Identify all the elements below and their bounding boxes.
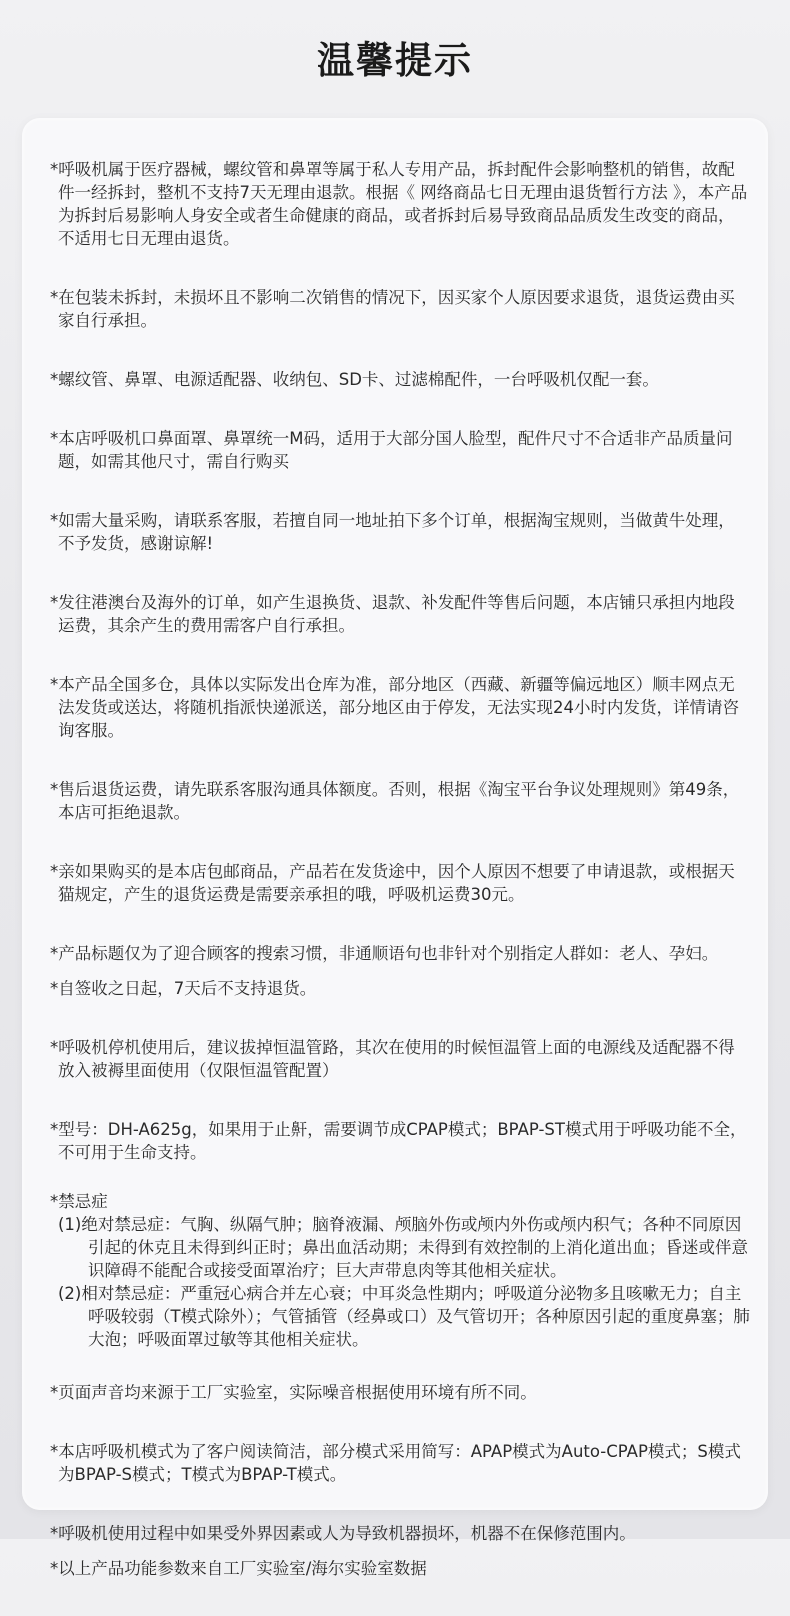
- notice-item-warranty: *呼吸机使用过程中如果受外界因素或人为导致机器损坏，机器不在保修范围内。: [50, 1524, 636, 1543]
- notice-item-title-keywords: *产品标题仅为了迎合顾客的搜索习惯，非通顺语句也非针对个别指定人群如：老人、孕妇。: [50, 944, 719, 963]
- page-title: 温馨提示: [317, 39, 473, 82]
- contraindications-section: [50, 1190, 750, 1351]
- contraindications-absolute: (1)绝对禁忌症：气胸、纵隔气肿；脑脊液漏、颅脑外伤或颅内外伤或颅内积气；各种不同原因引起的休克且未得到纠正时；鼻出血活动期；未得到有效控制的上消化道出血；昏迷或伴意识障碍不能配合或接受面罩治疗；巨大声带息肉等其他相关症状。: [58, 1215, 748, 1280]
- notice-item-no-return: *呼吸机属于医疗器械，螺纹管和鼻罩等属于私人专用产品，拆封配件会影响整机的销售，故配件一经拆封，整机不支持7天无理由退款。根据《 网络商品七日无理由退货暂行方法 》，本产品为拆封后易影响人身安全或者生命健康的商品，或者拆封后易导致商品品质发生改变的商品，不适用七日无理由退货。: [50, 160, 748, 248]
- notice-item-mask-size: *本店呼吸机口鼻面罩、鼻罩统一M码，适用于大部分国人脸型，配件尺寸不合适非产品质量问题，如需其他尺寸，需自行购买: [50, 429, 733, 471]
- notice-item-accessories: *螺纹管、鼻罩、电源适配器、收纳包、SD卡、过滤棉配件，一台呼吸机仅配一套。: [50, 370, 659, 389]
- notice-item-7-days: *自签收之日起，7天后不支持退货。: [50, 979, 317, 998]
- notice-item-mode-abbrev: *本店呼吸机模式为了客户阅读简洁，部分模式采用简写：APAP模式为Auto-CPAP模式；S模式为BPAP-S模式；T模式为BPAP-T模式。: [50, 1442, 741, 1484]
- notice-item-warehouse: *本产品全国多仓，具体以实际发出仓库为准，部分地区（西藏、新疆等偏远地区）顺丰网点无法发货或送达，将随机指派快递派送，部分地区由于停发，无法实现24小时内发货，详情请咨询客服。: [50, 675, 739, 740]
- notice-item-free-shipping: *亲如果购买的是本店包邮商品，产品若在发货途中，因个人原因不想要了申请退款，或根据天猫规定，产生的退货运费是需要亲承担的哦，呼吸机运费30元。: [50, 862, 735, 904]
- notice-list: [50, 158, 750, 1616]
- notice-item-overseas-orders: *发往港澳台及海外的订单，如产生退换货、退款、补发配件等售后问题，本店铺只承担内地段运费，其余产生的费用需客户自行承担。: [50, 593, 735, 635]
- notice-item-model: *型号：DH-A625g，如果用于止鼾，需要调节成CPAP模式；BPAP-ST模式用于呼吸功能不全，不可用于生命支持。: [50, 1120, 747, 1162]
- notice-item-return-freight: *售后退货运费，请先联系客服沟通具体额度。否则，根据《淘宝平台争议处理规则》第49条，本店可拒绝退款。: [50, 780, 740, 822]
- notice-item-return-shipping: *在包装未拆封，未损坏且不影响二次销售的情况下，因买家个人原因要求退货，退货运费由买家自行承担。: [50, 288, 735, 330]
- contraindications-relative: (2)相对禁忌症：严重冠心病合并左心衰；中耳炎急性期内；呼吸道分泌物多且咳嗽无力；自主呼吸较弱（T模式除外）；气管插管（经鼻或口）及气管切开；各种原因引起的重度鼻塞；肺大泡；呼吸面罩过敏等其他相关症状。: [58, 1284, 750, 1349]
- notice-item-lab-data: *以上产品功能参数来自工厂实验室/海尔实验室数据: [50, 1559, 427, 1578]
- notice-card: [22, 118, 768, 1578]
- notice-item-bulk-purchase: *如需大量采购，请联系客服，若擅自同一地址拍下多个订单，根据淘宝规则，当做黄牛处理，不予发货，感谢谅解!: [50, 511, 735, 553]
- contraindications-title: *禁忌症: [50, 1192, 108, 1211]
- notice-item-noise: *页面声音均来源于工厂实验室，实际噪音根据使用环境有所不同。: [50, 1383, 537, 1402]
- notice-item-heated-tube: *呼吸机停机使用后，建议拔掉恒温管路，其次在使用的时候恒温管上面的电源线及适配器不得放入被褥里面使用（仅限恒温管配置）: [50, 1038, 735, 1080]
